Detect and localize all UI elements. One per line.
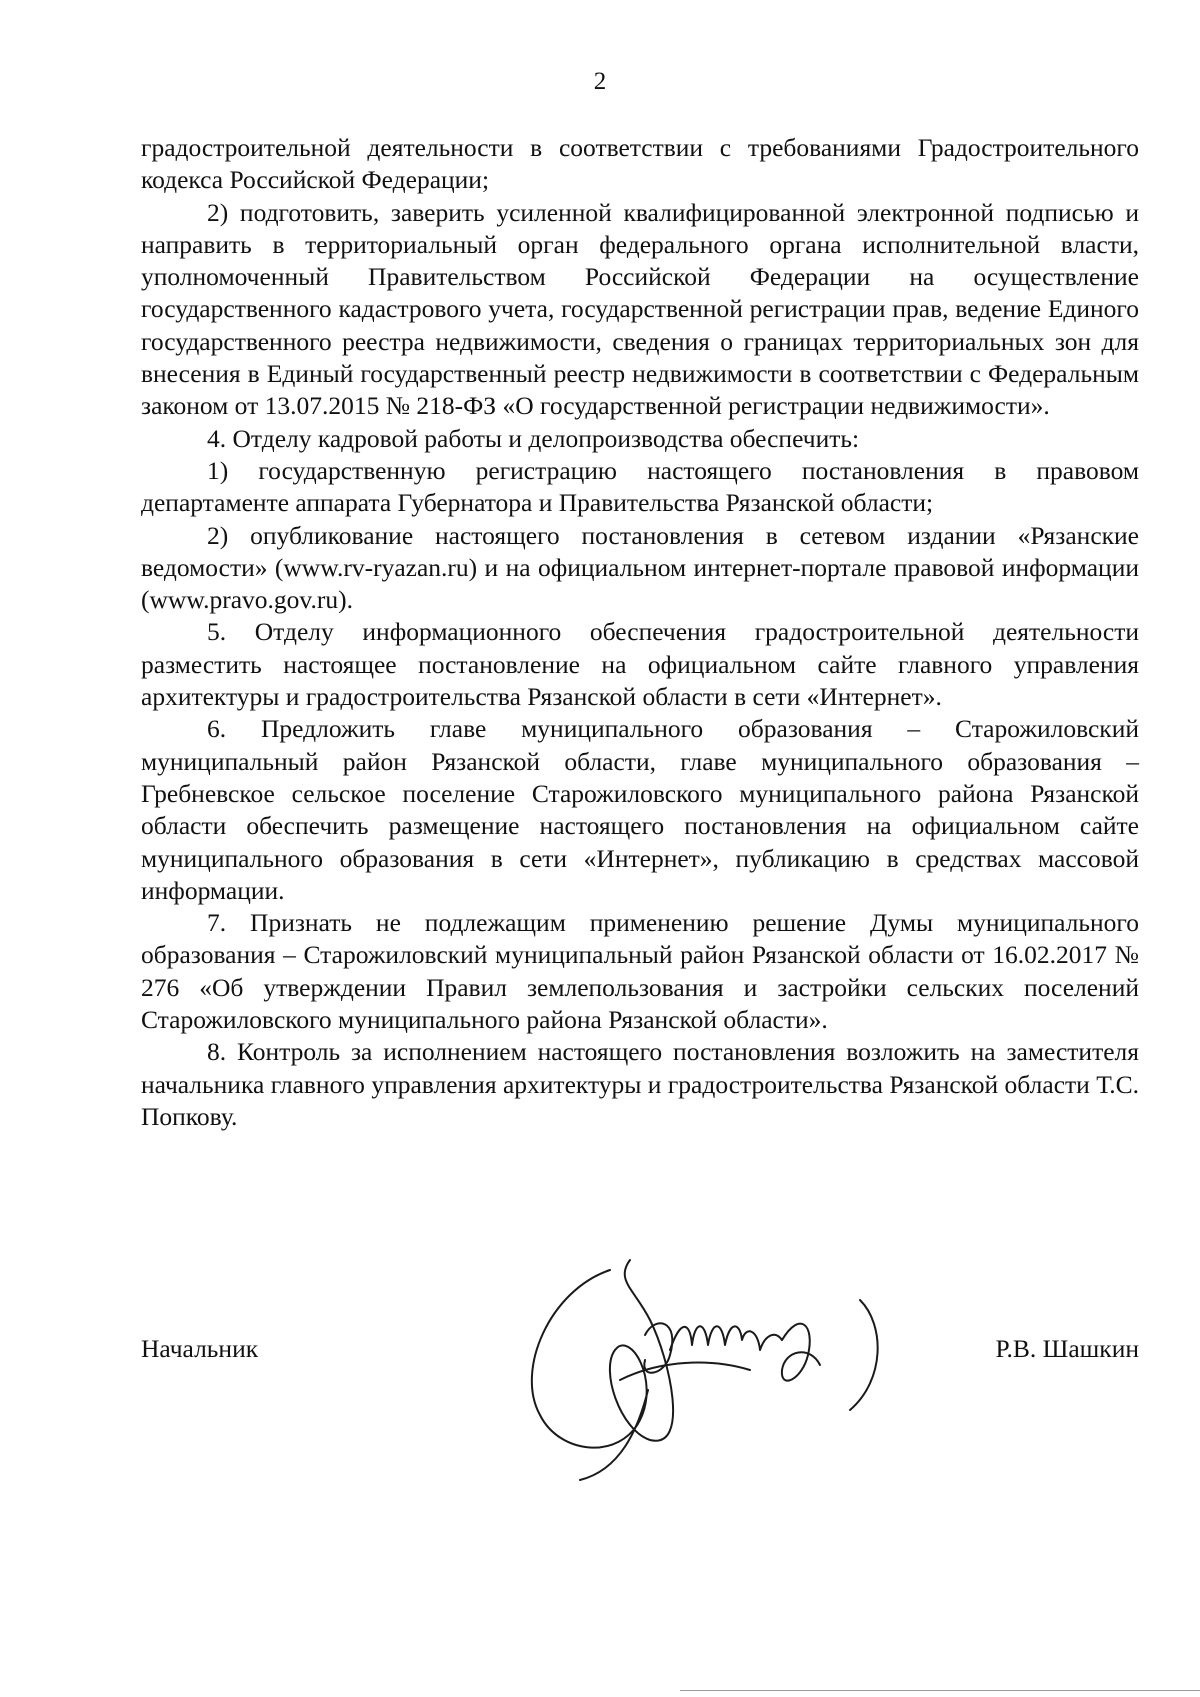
paragraph-subitem-2: 2) подготовить, заверить усиленной квалифицированной электронной подписью и направить в территориальный орган федерального органа исполнительной власти, уполномоченный Правительством Российской Федерации на осуществление государственного кадастрового учета, государственной регистрации прав, ведение Единого государственного реестра недвижимости, сведения о границах территориальных зон для внесения в Единый государственный реестр недвижимости в соответствии с Федеральным законом от 13.07.2015 № 218-ФЗ «О государственной регистрации недвижимости». (141, 197, 1139, 421)
paragraph-item-6: 6. Предложить главе муниципального образования – Старожиловский муниципальный район Рязанской области, главе муниципального образования – Гребневское сельское поселение Старожиловского муниципального района Рязанской области обеспечить размещение настоящего постановления на официальном сайте муниципального образования в сети «Интернет», публикацию в средствах массовой информации. (141, 714, 1139, 905)
paragraph-item-7: 7. Признать не подлежащим применению решение Думы муниципального образования – Старожиловский муниципальный район Рязанской области от 16.02.2017 № 276 «Об утверждении Правил землепользования и застройки сельских поселений Старожиловского муниципального района Рязанской области». (141, 908, 1139, 1035)
signature-block (141, 1334, 1139, 1374)
paragraph-item-4-2: 2) опубликование настоящего постановления в сетевом издании «Рязанские ведомости» (www.rv-ryazan.ru) и на официальном интернет-портале правовой информации (www.pravo.gov.ru). (141, 520, 1139, 615)
paragraph-item-5: 5. Отделу информационного обеспечения градостроительной деятельности разместить настоящее постановление на официальном сайте главного управления архитектуры и градостроительства Рязанской области в сети «Интернет». (141, 617, 1139, 712)
document-body (141, 132, 1139, 1133)
paragraph-continuation: градостроительной деятельности в соответствии с требованиями Градостроительного кодекса Российской Федерации; (141, 133, 1139, 195)
paragraph-item-4: 4. Отделу кадровой работы и делопроизводства обеспечить: (207, 423, 860, 453)
bottom-divider (680, 1690, 1200, 1691)
paragraph-item-4-1: 1) государственную регистрацию настоящего постановления в правовом департаменте аппарата Губернатора и Правительства Рязанской области; (141, 455, 1139, 518)
paragraph-item-8: 8. Контроль за исполнением настоящего постановления возложить на заместителя начальника главного управления архитектуры и градостроительства Рязанской области Т.С. Попкову. (141, 1037, 1139, 1131)
signatory-name: Р.В. Шашкин (995, 1334, 1139, 1363)
page-number: 2 (593, 68, 607, 95)
signatory-title: Начальник (141, 1334, 259, 1363)
